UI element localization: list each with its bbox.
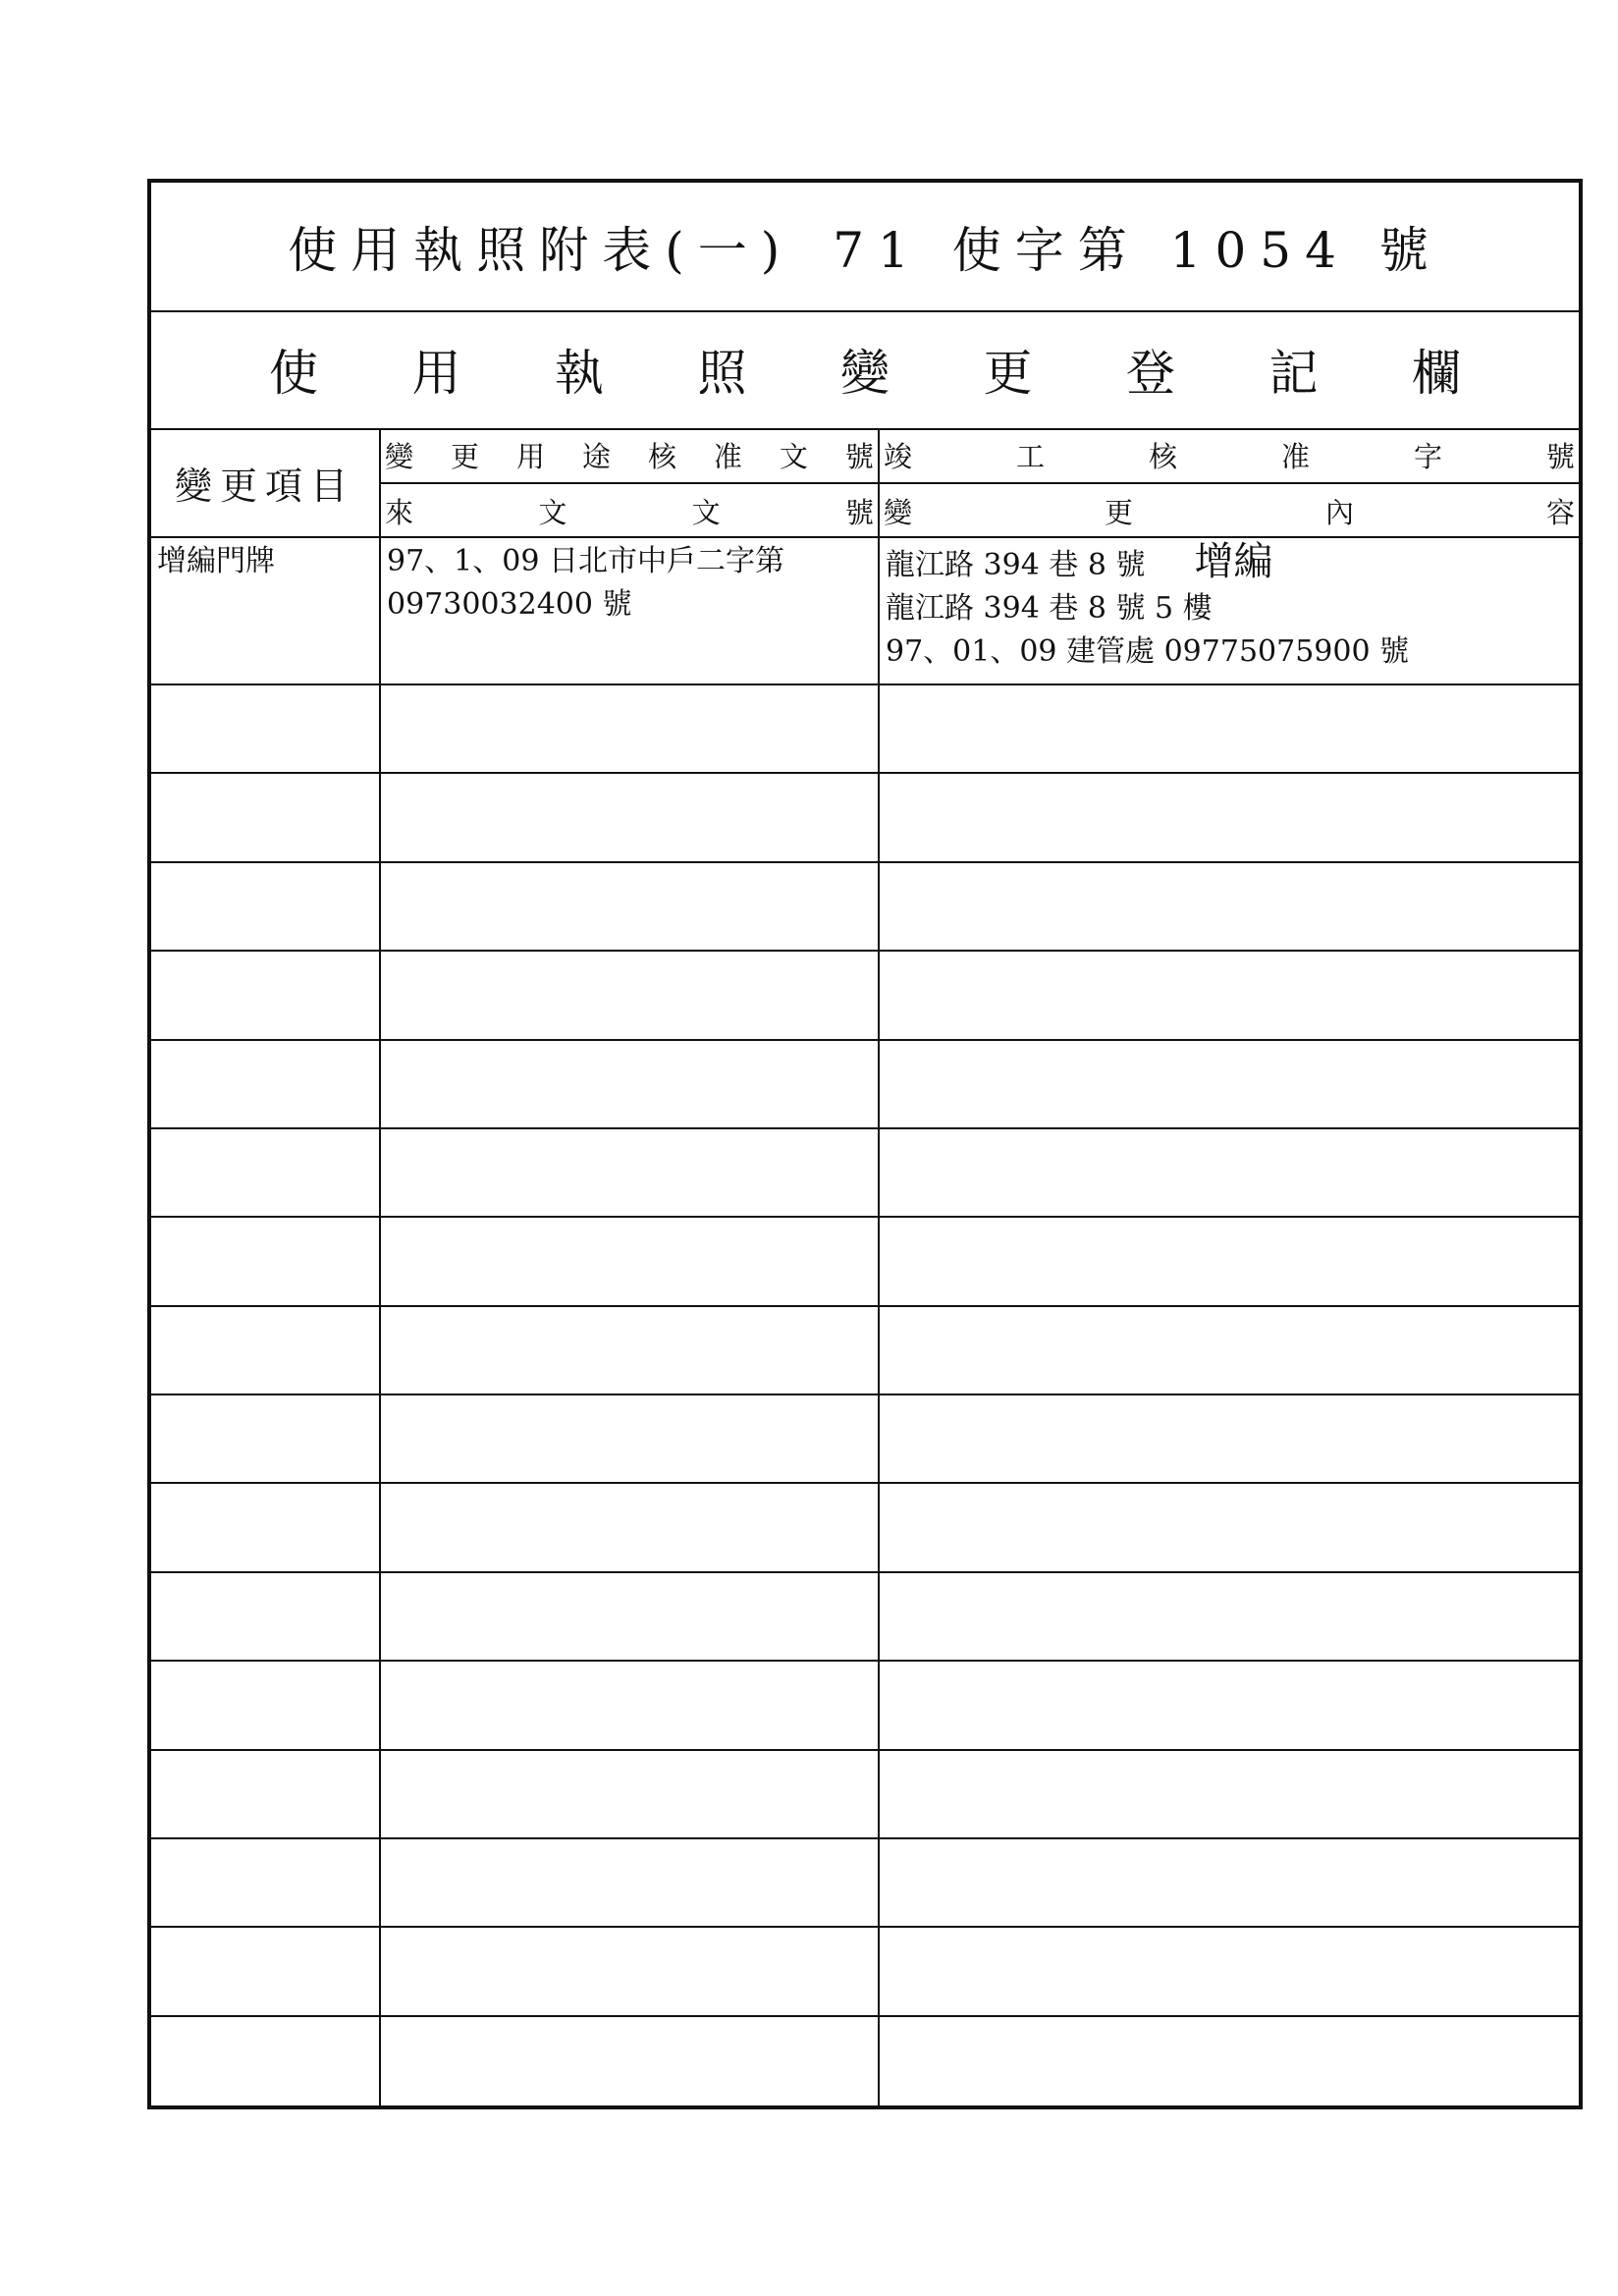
subtitle-char: 用 — [411, 345, 461, 402]
header-approval-char: 用 — [515, 440, 545, 473]
header-content-char: 變 — [884, 496, 913, 529]
entry-doc-no — [381, 536, 878, 630]
header-completion-char: 核 — [1148, 440, 1177, 473]
header-completion-char: 竣 — [884, 440, 913, 473]
empty-table-row — [151, 1129, 1579, 1218]
empty-table-row — [151, 1928, 1579, 2016]
header-change-item: 變更項目 — [174, 464, 355, 508]
header-change-content — [880, 484, 1579, 538]
subtitle-char: 登 — [1126, 345, 1175, 402]
empty-table-row — [151, 1041, 1579, 1129]
header-incoming-char: 文 — [538, 496, 567, 529]
entry-content-line-1: 龍江路 394 巷 8 號 — [886, 548, 1146, 582]
header-incoming-char: 來 — [385, 496, 414, 529]
header-completion-char: 工 — [1015, 440, 1045, 473]
header-incoming-doc-no — [381, 484, 878, 538]
empty-table-row — [151, 952, 1579, 1040]
form-title — [151, 183, 1579, 312]
header-content-char: 容 — [1545, 496, 1575, 529]
empty-table-row — [151, 863, 1579, 952]
empty-table-row — [151, 1395, 1579, 1484]
table-header — [151, 428, 1579, 538]
empty-table-row — [151, 774, 1579, 862]
header-completion-char: 准 — [1280, 440, 1310, 473]
subtitle-char: 照 — [697, 345, 747, 402]
entry-item: 增編門牌 — [157, 544, 275, 578]
empty-table-row — [151, 1573, 1579, 1662]
empty-table-row — [151, 685, 1579, 774]
header-content-char: 更 — [1104, 496, 1133, 529]
header-approval-doc-no — [381, 428, 878, 482]
header-approval-char: 號 — [844, 440, 874, 473]
subtitle-char: 欄 — [1412, 345, 1461, 402]
header-approval-char: 變 — [385, 440, 414, 473]
permit-form — [147, 179, 1583, 2109]
empty-table-row — [151, 1662, 1579, 1750]
header-completion-char: 字 — [1413, 440, 1442, 473]
title-right: 71 使字第 1054 號 — [833, 222, 1442, 279]
entry-doc-line-1: 97、1、09 日北市中戶二字第 — [387, 544, 784, 578]
empty-table-row — [151, 1218, 1579, 1306]
header-approval-char: 文 — [779, 440, 808, 473]
header-approval-char: 更 — [450, 440, 479, 473]
header-incoming-char: 號 — [844, 496, 874, 529]
empty-table-row — [151, 1307, 1579, 1395]
empty-table-row — [151, 1839, 1579, 1928]
header-completion-no — [880, 428, 1579, 482]
entry-content-line-3: 97、01、09 建管處 09775075900 號 — [886, 634, 1410, 669]
header-approval-char: 核 — [647, 440, 676, 473]
subtitle-char: 執 — [555, 345, 604, 402]
title-left: 使用執照附表(一) — [288, 222, 794, 279]
header-approval-char: 准 — [713, 440, 742, 473]
subtitle-char: 更 — [983, 345, 1033, 402]
header-incoming-char: 文 — [691, 496, 721, 529]
empty-table-row — [151, 1484, 1579, 1572]
header-content-char: 內 — [1324, 496, 1354, 529]
header-completion-char: 號 — [1545, 440, 1575, 473]
header-approval-char: 途 — [581, 440, 611, 473]
handwritten-note: 增編 — [1194, 539, 1273, 584]
empty-table-row — [151, 1751, 1579, 1839]
subtitle-char: 變 — [840, 345, 890, 402]
subtitle-char: 記 — [1268, 345, 1319, 402]
entry-content — [880, 536, 1579, 678]
entry-doc-line-2: 09730032400 號 — [387, 587, 632, 622]
entry-content-line-2: 龍江路 394 巷 8 號 5 樓 — [886, 591, 1213, 626]
table-row — [151, 536, 1579, 685]
subtitle-chars — [269, 310, 1461, 428]
form-subtitle — [151, 310, 1579, 430]
subtitle-char: 使 — [269, 345, 318, 402]
empty-table-row — [151, 2017, 1579, 2105]
